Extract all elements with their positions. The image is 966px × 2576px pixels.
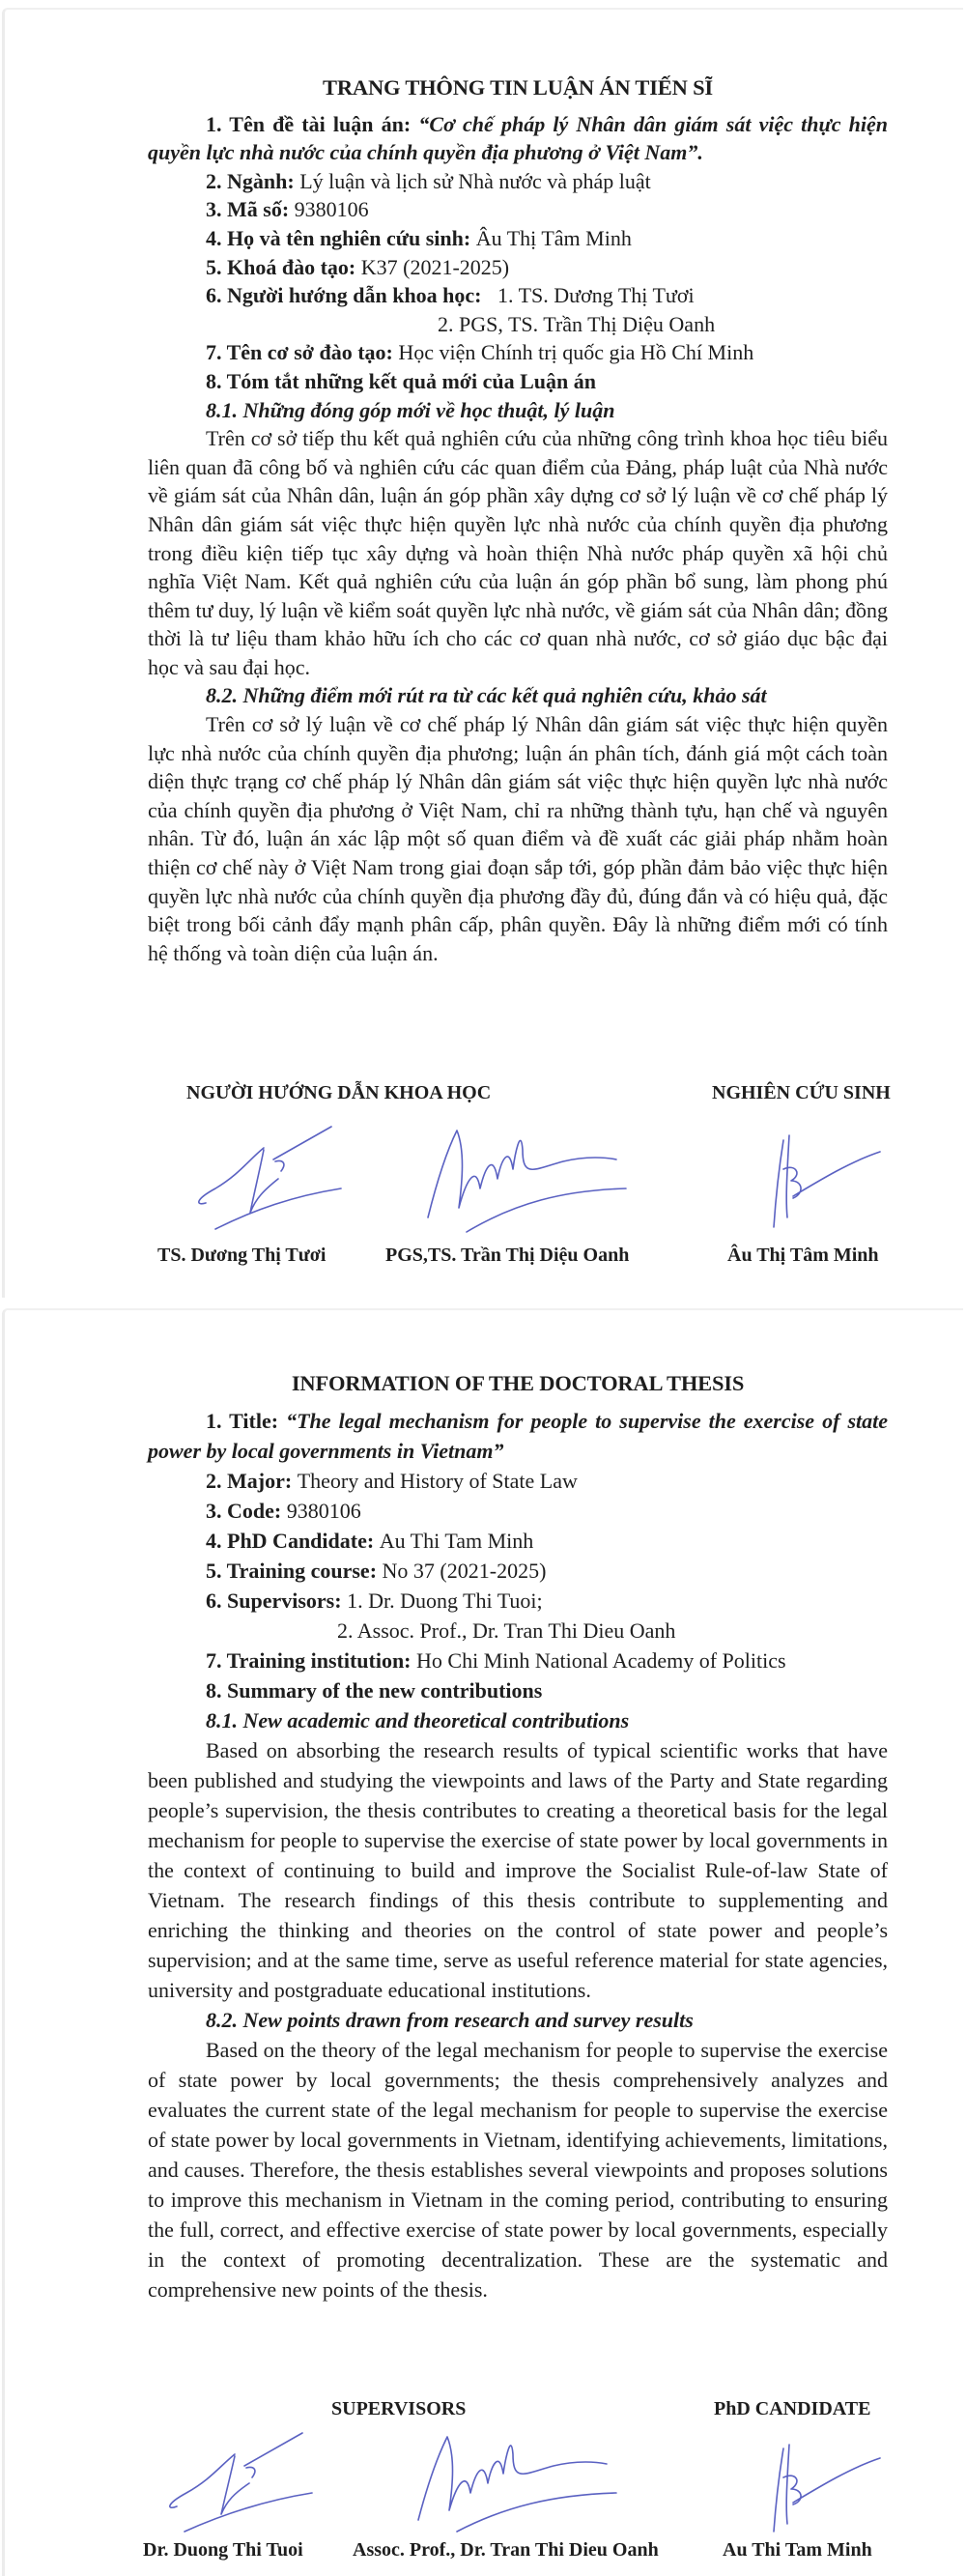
item-label: 5. Khoá đào tạo: bbox=[206, 254, 361, 279]
item-value: Ho Chi Minh National Academy of Politics bbox=[416, 1648, 786, 1673]
supervisors-header: NGƯỜI HƯỚNG DẪN KHOA HỌC bbox=[186, 1082, 492, 1103]
signature-supervisor-2 bbox=[399, 2419, 631, 2535]
supervisor-1-name: TS. Dương Thị Tươi bbox=[157, 1245, 327, 1266]
item-supervisor-2: 2. PGS, TS. Trần Thị Diệu Oanh bbox=[438, 311, 716, 336]
page-vietnamese bbox=[2, 8, 963, 1298]
item-value: “Cơ chế pháp lý Nhân dân giám sát việc thực hiện quyền lực nhà nước của chính quyền địa phương ở Việt Nam”. bbox=[148, 111, 888, 165]
item-label: 5. Training course: bbox=[206, 1559, 383, 1583]
item-label: 2. Ngành: bbox=[206, 168, 300, 193]
item-value: K37 (2021-2025) bbox=[360, 254, 510, 279]
item-value: No 37 (2021-2025) bbox=[382, 1559, 547, 1583]
section-heading-8-2: 8.2. Những điểm mới rút ra từ các kết quả nghiên cứu, khảo sát bbox=[206, 683, 767, 708]
supervisor-1-name: Dr. Duong Thi Tuoi bbox=[143, 2539, 303, 2561]
item-value: Học viện Chính trị quốc gia Hồ Chí Minh bbox=[398, 340, 754, 365]
item-label: 4. Họ và tên nghiên cứu sinh: bbox=[206, 225, 476, 250]
supervisor-2-name: PGS,TS. Trần Thị Diệu Oanh bbox=[385, 1245, 630, 1266]
supervisors-header: SUPERVISORS bbox=[331, 2398, 467, 2419]
item-institution bbox=[148, 338, 888, 367]
item-supervisor-2: 2. Assoc. Prof., Dr. Tran Thi Dieu Oanh bbox=[337, 1618, 676, 1643]
item-thesis-title bbox=[148, 110, 888, 167]
document-body-vi bbox=[148, 73, 888, 967]
item-value: Lý luận và lịch sử Nhà nước và pháp luật bbox=[299, 168, 651, 193]
item-candidate bbox=[148, 1526, 888, 1556]
item-summary: 8. Summary of the new contributions bbox=[206, 1678, 543, 1703]
item-value: 9380106 bbox=[294, 197, 369, 222]
item-value: Au Thi Tam Minh bbox=[379, 1529, 534, 1553]
candidate-header: NGHIÊN CỨU SINH bbox=[712, 1082, 891, 1103]
item-label: 6. Người hướng dẫn khoa học: bbox=[206, 283, 488, 308]
item-course bbox=[148, 1556, 888, 1586]
item-major bbox=[148, 1466, 888, 1496]
item-value: Âu Thị Tâm Minh bbox=[475, 225, 632, 250]
item-label: 3. Mã số: bbox=[206, 197, 295, 222]
document-body-en bbox=[148, 1368, 888, 2304]
section-text-8-2: Based on the theory of the legal mechanism for people to supervise the exercise of state power by local governments; the thesis comprehensively analyzes and evaluates the current state of the legal mechanism for people to supervise the exercise of state power by local governments in Vietnam, identifying achievements, limitations, and causes. Therefore, the thesis establishes several viewpoints and proposes solutions to improve this mechanism in Vietnam in the coming period, contributing to ensuring the full, correct, and effective exercise of state power by local governments, especially in the context of promoting decentralization. These are the systematic and comprehensive new points of the thesis. bbox=[148, 2038, 888, 2302]
page-title: INFORMATION OF THE DOCTORAL THESIS bbox=[291, 1371, 745, 1395]
supervisor-2-name: Assoc. Prof., Dr. Tran Thi Dieu Oanh bbox=[353, 2539, 659, 2561]
section-text-8-1: Based on absorbing the research results of typical scientific works that have been published and studying the viewpoints and laws of the Party and State regarding people’s supervision, the thesis contributes to creating a theoretical basis for the legal mechanism for people to supervise the exercise of state power by local governments in the context of continuing to build and improve the Socialist Rule-of-law State of Vietnam. The research findings of this thesis contribute to supplementing and enriching the thinking and theories on the control of state power and people’s supervision; and at the same time, serve as useful reference material for state agencies, university and postgraduate educational institutions. bbox=[148, 1738, 888, 2002]
item-value: Theory and History of State Law bbox=[297, 1469, 578, 1493]
signature-supervisor-1 bbox=[186, 1121, 360, 1237]
item-label: 1. Title: bbox=[206, 1409, 287, 1433]
item-label: 1. Tên đề tài luận án: bbox=[206, 111, 419, 136]
item-candidate bbox=[148, 224, 888, 253]
item-thesis-title bbox=[148, 1406, 888, 1466]
item-label: 3. Code: bbox=[206, 1499, 287, 1523]
item-value: “The legal mechanism for people to supervise the exercise of state power by local governments in Vietnam” bbox=[148, 1409, 888, 1463]
item-label: 2. Major: bbox=[206, 1469, 298, 1493]
item-value: 9380106 bbox=[286, 1499, 361, 1523]
section-heading-8-2: 8.2. New points drawn from research and survey results bbox=[206, 2008, 694, 2032]
signature-supervisor-1 bbox=[157, 2429, 331, 2535]
signature-candidate bbox=[735, 1121, 890, 1237]
item-supervisors bbox=[148, 1586, 888, 1616]
signature-block-en bbox=[143, 2398, 888, 2572]
item-value: 1. Dr. Duong Thi Tuoi; bbox=[347, 1589, 543, 1613]
page-title: TRANG THÔNG TIN LUẬN ÁN TIẾN SĨ bbox=[323, 75, 713, 100]
item-code bbox=[148, 1496, 888, 1526]
signature-block-vi bbox=[148, 1082, 891, 1275]
candidate-name: Au Thi Tam Minh bbox=[723, 2539, 872, 2561]
candidate-name: Âu Thị Tâm Minh bbox=[727, 1245, 879, 1266]
page-english bbox=[2, 1308, 963, 2576]
item-institution bbox=[148, 1646, 888, 1675]
item-course bbox=[148, 253, 888, 282]
item-label: 4. PhD Candidate: bbox=[206, 1529, 380, 1553]
item-value: 1. TS. Dương Thị Tươi bbox=[497, 283, 695, 308]
item-label: 7. Tên cơ sở đào tạo: bbox=[206, 340, 399, 365]
section-heading-8-1: 8.1. Những đóng góp mới về học thuật, lý luận bbox=[206, 397, 615, 422]
item-label: 7. Training institution: bbox=[206, 1648, 417, 1673]
section-text-8-1: Trên cơ sở tiếp thu kết quả nghiên cứu của những công trình khoa học tiêu biểu liên quan đã công bố và nghiên cứu các quan điểm của Đảng, pháp luật của Nhà nước về giám sát của Nhân dân, luận án góp phần xây dựng cơ sở lý luận về cơ chế pháp lý Nhân dân giám sát việc thực hiện quyền lực nhà nước của chính quyền địa phương trong điều kiện tiếp tục xây dựng và hoàn thiện Nhà nước pháp quyền xã hội chủ nghĩa Việt Nam. Kết quả nghiên cứu của luận án góp phần bổ sung, làm phong phú thêm tư duy, lý luận về kiểm soát quyền lực nhà nước, về giám sát của Nhân dân; đồng thời là tư liệu tham khảo hữu ích cho các cơ quan nhà nước, cơ sở giáo dục bậc đại học và sau đại học. bbox=[148, 426, 888, 679]
item-major bbox=[148, 167, 888, 196]
section-text-8-2: Trên cơ sở lý luận về cơ chế pháp lý Nhân dân giám sát việc thực hiện quyền lực nhà nước của chính quyền địa phương; luận án phân tích, đánh giá một cách toàn diện thực trạng cơ chế pháp lý Nhân dân giám sát việc thực hiện quyền lực nhà nước của chính quyền địa phương ở Việt Nam, chỉ ra những thành tựu, hạn chế và nguyên nhân. Từ đó, luận án xác lập một số quan điểm và đề xuất các giải pháp nhằm hoàn thiện cơ chế này ở Việt Nam trong giai đoạn sắp tới, góp phần đảm bảo việc thực hiện quyền lực nhà nước của chính quyền địa phương đầy đủ, đúng đắn và có hiệu quả, đặc biệt trong bối cảnh đẩy mạnh phân cấp, phân quyền. Đây là những điểm mới có tính hệ thống và toàn diện của luận án. bbox=[148, 712, 888, 965]
item-supervisors bbox=[148, 281, 888, 310]
item-label: 6. Supervisors: bbox=[206, 1589, 348, 1613]
signature-candidate bbox=[735, 2431, 890, 2537]
signature-supervisor-2 bbox=[409, 1111, 640, 1237]
candidate-header: PhD CANDIDATE bbox=[714, 2398, 871, 2419]
item-code bbox=[148, 195, 888, 224]
section-heading-8-1: 8.1. New academic and theoretical contributions bbox=[206, 1708, 630, 1732]
item-summary: 8. Tóm tắt những kết quả mới của Luận án bbox=[206, 368, 596, 393]
